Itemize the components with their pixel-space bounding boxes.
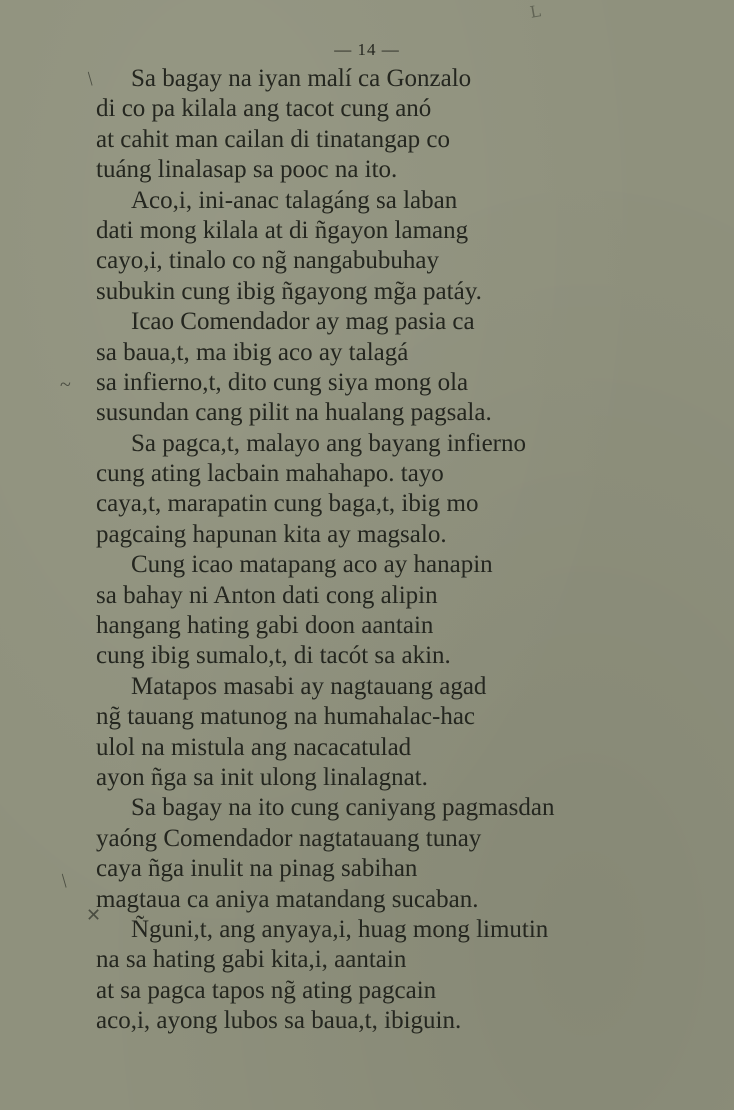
verse-line: Sa bagay na ito cung caniyang pagmasdan (131, 794, 555, 822)
verse-line: magtaua ca aniya matandang sucaban. (96, 885, 479, 913)
stanza (0, 186, 734, 308)
verse-line: at sa pagca tapos ng̃ ating pagcain (96, 976, 437, 1004)
verse-line: Aco,i, ini-anac talagáng sa laban (131, 186, 458, 214)
verse-line: sa infierno,t, dito cung siya mong ola (96, 368, 469, 396)
verse-line: Ñguni,t, ang anyaya,i, huag mong limutin (131, 915, 549, 943)
verse-line: susundan cang pilit na hualang pagsala. (96, 399, 492, 427)
verse-line: sa bahay ni Anton dati cong alipin (96, 581, 438, 609)
verse-line: cung ating lacbain mahahapo. tayo (96, 460, 444, 488)
stanza (0, 793, 734, 915)
verse-line: di co pa kilala ang tacot cung anó (96, 95, 432, 123)
verse-line: caya ñga inulit na pinag sabihan (96, 855, 418, 883)
margin-pencil-stroke: / (81, 68, 100, 90)
verse-line: sa baua,t, ma ibig aco ay talagá (96, 338, 409, 366)
verse-line: ayon ñga sa init ulong linalagnat. (96, 763, 428, 791)
verse-line: cayo,i, tinalo co ng̃ nangabubuhay (96, 247, 439, 275)
verse-line: ulol na mistula ang nacacatulad (96, 733, 412, 761)
stanza (0, 915, 734, 1037)
stanza (0, 429, 734, 551)
verse-line: Icao Comendador ay mag pasia ca (131, 308, 475, 336)
verse-line: caya,t, marapatin cung baga,t, ibig mo (96, 490, 479, 518)
verse-line: na sa hating gabi kita,i, aantain (96, 946, 407, 974)
verse-line: dati mong kilala at di ñgayon lamang (96, 216, 469, 244)
verse-line: subukin cung ibig ñgayong mg̃a patáy. (96, 277, 482, 305)
verse-line: yaóng Comendador nagtatauang tunay (96, 824, 482, 852)
verse-line: Sa pagca,t, malayo ang bayang infierno (131, 429, 526, 457)
page-number: — 14 — (334, 40, 400, 59)
margin-pencil-stroke: ~ (60, 374, 71, 396)
verse-line: at cahit man cailan di tinatangap co (96, 125, 451, 153)
stanza (0, 550, 734, 672)
verse-line: Cung icao matapang aco ay hanapin (131, 551, 493, 579)
verse-line: tuáng linalasap sa pooc na ito. (96, 156, 398, 184)
verse-line: pagcaing hapunan kita ay magsalo. (96, 520, 447, 548)
verse-line: hangang hating gabi doon aantain (96, 612, 434, 640)
stanza (0, 672, 734, 794)
verse-line: cung ibig sumalo,t, di tacót sa akin. (96, 642, 451, 670)
verse-line: ng̃ tauang matunog na humahalac-hac (96, 703, 476, 731)
verse-line: aco,i, ayong lubos sa baua,t, ibiguin. (96, 1007, 462, 1035)
verse-line: Sa bagay na iyan malí ca Gonzalo (131, 65, 472, 92)
margin-pencil-cross: ✕ (86, 905, 102, 925)
verse-line: Matapos masabi ay nagtauang agad (131, 672, 487, 700)
margin-pencil-stroke: / (55, 870, 74, 892)
stanza (0, 64, 734, 186)
corner-pencil-mark: L (528, 1, 543, 22)
stanza (0, 307, 734, 429)
poem-body (0, 64, 734, 1037)
